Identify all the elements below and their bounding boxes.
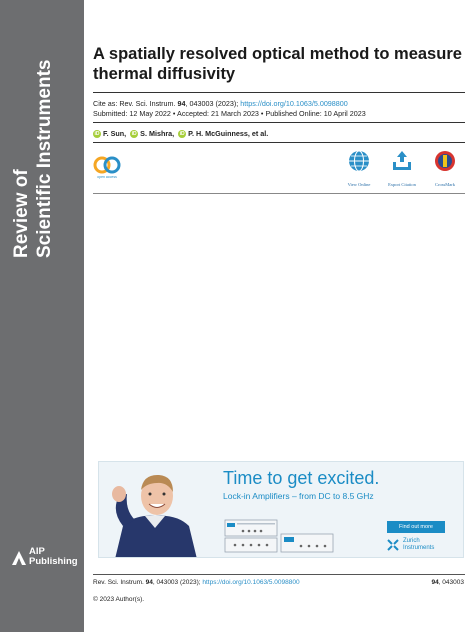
- author-link-3[interactable]: P. H. McGuinness, et al.: [188, 129, 269, 138]
- journal-name-line1: Review of: [11, 169, 32, 258]
- journal-name: [10, 28, 56, 258]
- orcid-icon[interactable]: iD: [131, 131, 137, 137]
- open-access-label: open access: [97, 175, 117, 179]
- ad-subline: Lock-in Amplifiers – from DC to 8.5 GHz: [223, 491, 374, 501]
- copyright-notice: © 2023 Author(s).: [93, 596, 145, 603]
- orcid-icon[interactable]: iD: [179, 131, 185, 137]
- lock-in-amplifier-devices-image: [223, 516, 335, 556]
- author-link-1[interactable]: F. Sun,: [103, 129, 127, 138]
- ad-headline: Time to get excited.: [223, 468, 380, 488]
- header-bottom-divider: [93, 193, 465, 194]
- crossmark-icon: [434, 150, 456, 172]
- title-divider: [93, 92, 465, 93]
- citation-line: Cite as: Rev. Sci. Instrum. 94, 043003 (2023); https://doi.org/10.1063/5.0098800: [93, 99, 348, 108]
- globe-icon: [348, 150, 370, 172]
- export-citation-icon: [391, 150, 413, 172]
- doi-link[interactable]: https://doi.org/10.1063/5.0098800: [240, 99, 348, 108]
- journal-name-line2: Scientific Instruments: [34, 59, 55, 258]
- dates-divider: [93, 122, 465, 123]
- publication-dates: Submitted: 12 May 2022 • Accepted: 21 March 2023 • Published Online: 10 April 2023: [93, 109, 366, 118]
- find-out-more-button[interactable]: Find out more: [387, 521, 445, 533]
- aip-logo-icon: [12, 551, 26, 565]
- footer-citation: Rev. Sci. Instrum. 94, 043003 (2023); https://doi.org/10.1063/5.0098800: [93, 579, 300, 586]
- author-list: [93, 129, 272, 139]
- author-link-2[interactable]: S. Mishra,: [140, 129, 175, 138]
- zurich-instruments-icon: [387, 539, 399, 551]
- open-access-icon: [93, 156, 121, 174]
- zurich-instruments-ad[interactable]: [98, 461, 464, 558]
- footer-doi-link[interactable]: https://doi.org/10.1063/5.0098800: [202, 579, 300, 586]
- open-access-badge: [93, 156, 121, 182]
- smiling-man-image: [105, 466, 205, 558]
- view-online-button[interactable]: [339, 150, 379, 187]
- crossmark-button[interactable]: [425, 150, 465, 187]
- footer-divider: [93, 574, 465, 575]
- export-citation-label: Export Citation: [388, 182, 416, 187]
- export-citation-button[interactable]: [382, 150, 422, 187]
- authors-divider: [93, 142, 465, 143]
- journal-spine: [0, 0, 84, 632]
- zurich-instruments-text: Zurich Instruments: [403, 538, 435, 551]
- aip-publishing-logo[interactable]: [12, 545, 78, 571]
- orcid-icon[interactable]: iD: [94, 131, 100, 137]
- aip-logo-text: AIP Publishing: [29, 546, 78, 567]
- crossmark-label: CrossMark: [435, 182, 455, 187]
- zurich-instruments-logo: [387, 538, 434, 552]
- footer-page-number: 94, 043003: [431, 579, 464, 586]
- article-title: A spatially resolved optical method to measure thermal diffusivity: [93, 45, 462, 83]
- view-online-label: View Online: [347, 182, 371, 187]
